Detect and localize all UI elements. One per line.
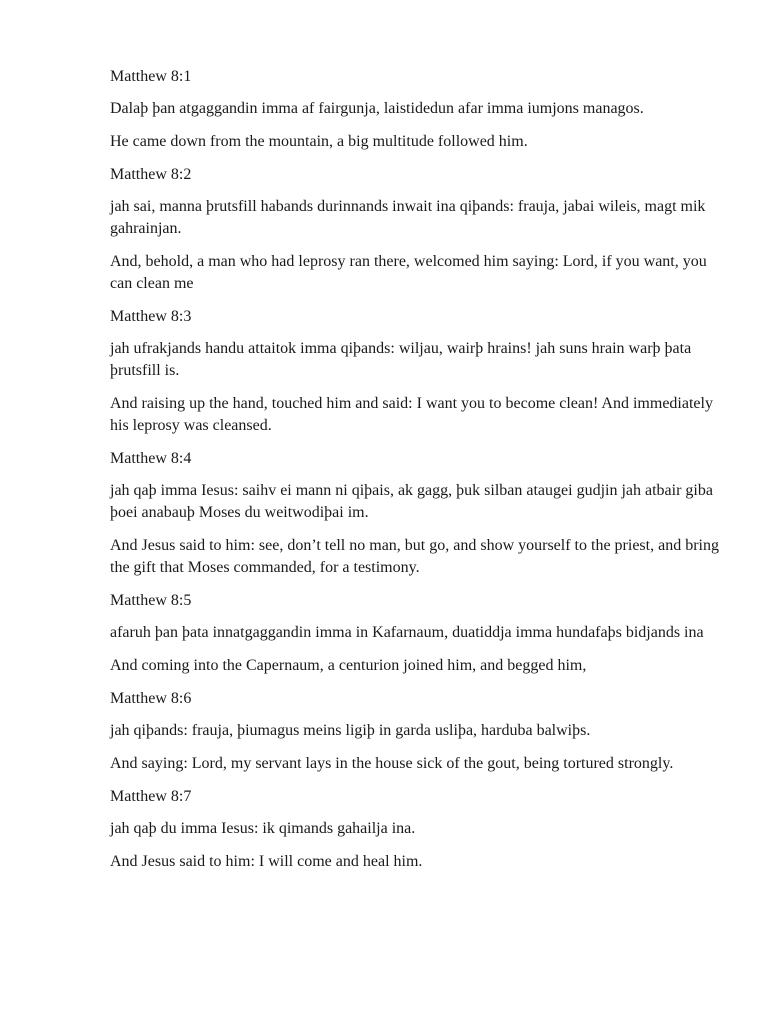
gothic-text: jah qiþands: frauja, þiumagus meins ligiþ in garda usliþa, harduba balwiþs. bbox=[110, 722, 591, 739]
verse-8-7 bbox=[110, 786, 720, 873]
verse-reference: Matthew 8:6 bbox=[110, 690, 192, 707]
gothic-text: Dalaþ þan atgaggandin imma af fairgunja, laistidedun afar imma iumjons managos. bbox=[110, 100, 644, 117]
verse-8-5 bbox=[110, 590, 720, 677]
verse-8-3 bbox=[110, 306, 720, 437]
verse-reference: Matthew 8:1 bbox=[110, 68, 192, 85]
verse-reference: Matthew 8:3 bbox=[110, 308, 192, 325]
english-translation: And, behold, a man who had leprosy ran there, welcomed him saying: Lord, if you want, you can clean me bbox=[110, 253, 707, 292]
gothic-text: jah ufrakjands handu attaitok imma qiþands: wiljau, wairþ hrains! jah suns hrain warþ þata þrutsfill is. bbox=[110, 340, 692, 379]
verse-reference: Matthew 8:4 bbox=[110, 450, 192, 467]
english-translation: And Jesus said to him: see, don’t tell no man, but go, and show yourself to the priest, and bring the gift that Moses commanded, for a testimony. bbox=[110, 537, 719, 576]
gothic-text: jah qaþ du imma Iesus: ik qimands gahailja ina. bbox=[110, 820, 416, 837]
verse-reference: Matthew 8:2 bbox=[110, 166, 192, 183]
verse-8-6 bbox=[110, 688, 720, 775]
english-translation: And raising up the hand, touched him and said: I want you to become clean! And immediately his leprosy was cleansed. bbox=[110, 395, 713, 434]
english-translation: And Jesus said to him: I will come and heal him. bbox=[110, 853, 423, 870]
document-body bbox=[110, 66, 720, 884]
verse-8-4 bbox=[110, 448, 720, 579]
english-translation: And saying: Lord, my servant lays in the house sick of the gout, being tortured strongly. bbox=[110, 755, 674, 772]
gothic-text: jah qaþ imma Iesus: saihv ei mann ni qiþais, ak gagg, þuk silban ataugei gudjin jah atbair giba þoei anabauþ Moses du weitwodiþai im. bbox=[110, 482, 713, 521]
verse-8-1 bbox=[110, 66, 720, 153]
gothic-text: jah sai, manna þrutsfill habands durinnands inwait ina qiþands: frauja, jabai wileis, magt mik gahrainjan. bbox=[110, 198, 706, 237]
verse-reference: Matthew 8:5 bbox=[110, 592, 192, 609]
verse-reference: Matthew 8:7 bbox=[110, 788, 192, 805]
gothic-text: afaruh þan þata innatgaggandin imma in Kafarnaum, duatiddja imma hundafaþs bidjands ina bbox=[110, 624, 704, 641]
verse-8-2 bbox=[110, 164, 720, 295]
english-translation: He came down from the mountain, a big multitude followed him. bbox=[110, 133, 528, 150]
english-translation: And coming into the Capernaum, a centurion joined him, and begged him, bbox=[110, 657, 587, 674]
